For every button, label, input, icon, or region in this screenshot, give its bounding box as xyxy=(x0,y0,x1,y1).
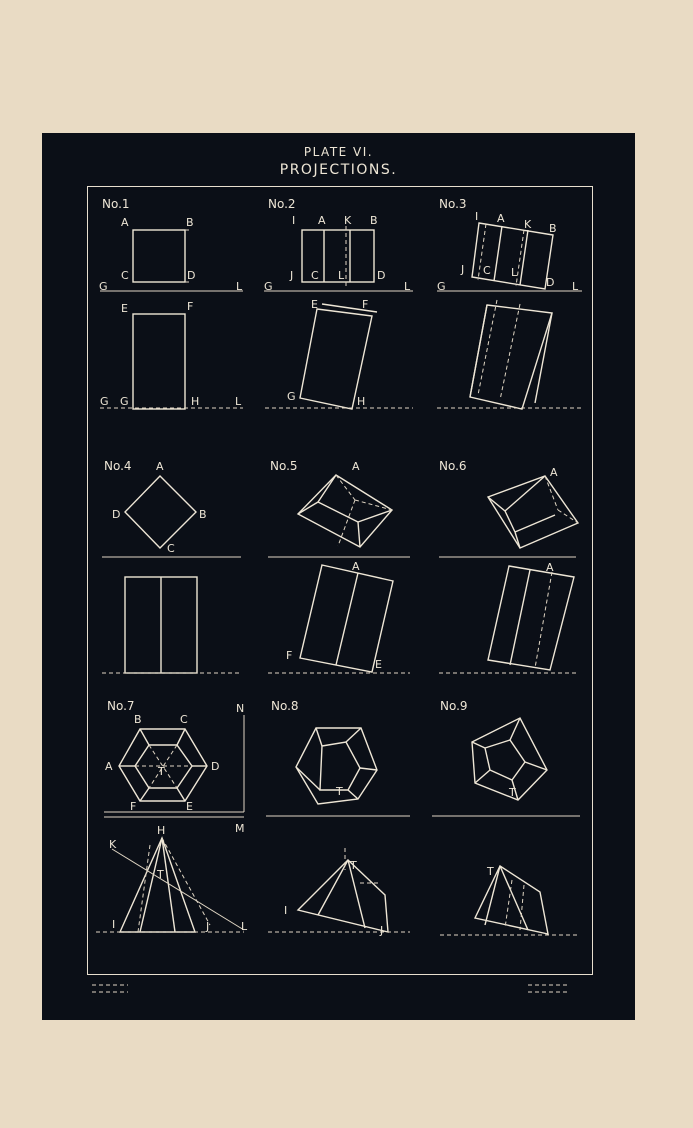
label: I xyxy=(112,918,116,931)
label: F xyxy=(286,649,293,662)
label: L xyxy=(511,266,518,279)
label: H xyxy=(157,824,166,837)
label: T xyxy=(157,868,164,881)
label: D xyxy=(211,760,220,773)
figure-label-no6: No.6 xyxy=(439,459,467,473)
label: T xyxy=(350,859,357,872)
label: D xyxy=(377,269,386,282)
label: E xyxy=(311,298,318,311)
label: D xyxy=(112,508,121,521)
figure-no4 xyxy=(102,459,241,673)
label: J xyxy=(206,920,210,933)
label: A xyxy=(546,561,554,574)
label: B xyxy=(549,222,557,235)
label: T xyxy=(487,865,494,878)
label: A xyxy=(156,460,164,473)
label: A xyxy=(352,560,360,573)
label: G xyxy=(437,280,446,293)
label: F xyxy=(362,298,369,311)
label: B xyxy=(134,713,142,726)
label: G xyxy=(100,395,109,408)
figure-no9 xyxy=(432,699,580,935)
label: N xyxy=(236,702,245,715)
figure-label-no8: No.8 xyxy=(271,699,299,713)
figure-no3 xyxy=(437,197,582,409)
label: E xyxy=(186,800,193,813)
label: B xyxy=(370,214,378,227)
label: G xyxy=(99,280,108,293)
label: E xyxy=(375,658,382,671)
label: C xyxy=(121,269,129,282)
figure-label-no1: No.1 xyxy=(102,197,130,211)
label: I xyxy=(475,210,479,223)
label: C xyxy=(311,269,319,282)
figure-label-no2: No.2 xyxy=(268,197,296,211)
plate-title: PROJECTIONS. xyxy=(279,162,398,178)
label: A xyxy=(318,214,326,227)
figure-no8 xyxy=(266,699,410,937)
label: B xyxy=(186,216,194,229)
label: J xyxy=(380,924,384,937)
figure-no2 xyxy=(264,197,413,409)
label: J xyxy=(461,263,465,276)
label: L xyxy=(236,280,243,293)
figure-label-no7: No.7 xyxy=(107,699,135,713)
label: L xyxy=(235,395,242,408)
label: H xyxy=(357,395,366,408)
label: T xyxy=(158,765,165,778)
plate-number: PLATE VI. xyxy=(303,145,374,159)
label: L xyxy=(572,280,579,293)
label: F xyxy=(130,800,137,813)
label: A xyxy=(497,212,505,225)
label: M xyxy=(235,822,245,835)
label: F xyxy=(187,300,194,313)
figure-no5 xyxy=(268,459,410,673)
label: G xyxy=(287,390,296,403)
label: C xyxy=(167,542,175,555)
label: B xyxy=(199,508,207,521)
label: K xyxy=(344,214,352,227)
figure-label-no5: No.5 xyxy=(270,459,298,473)
figure-label-no4: No.4 xyxy=(104,459,132,473)
label: A xyxy=(352,460,360,473)
label: T xyxy=(509,786,516,799)
label: I xyxy=(284,904,288,917)
label: D xyxy=(546,276,555,289)
label: G xyxy=(120,395,129,408)
label: L xyxy=(404,280,411,293)
figure-no1 xyxy=(99,197,243,409)
label: A xyxy=(121,216,129,229)
figure-label-no9: No.9 xyxy=(440,699,468,713)
label: J xyxy=(290,269,294,282)
label: L xyxy=(241,920,248,933)
label: T xyxy=(336,785,343,798)
label: C xyxy=(180,713,188,726)
label: A xyxy=(550,466,558,479)
label: K xyxy=(109,838,117,851)
label: I xyxy=(292,214,296,227)
label: A xyxy=(105,760,113,773)
label: K xyxy=(524,218,532,231)
label: E xyxy=(121,302,128,315)
label: L xyxy=(338,269,345,282)
figure-no6 xyxy=(439,459,578,673)
label: C xyxy=(483,264,491,277)
figure-label-no3: No.3 xyxy=(439,197,467,211)
label: H xyxy=(191,395,200,408)
label: D xyxy=(187,269,196,282)
figure-no7 xyxy=(96,699,248,933)
label: G xyxy=(264,280,273,293)
